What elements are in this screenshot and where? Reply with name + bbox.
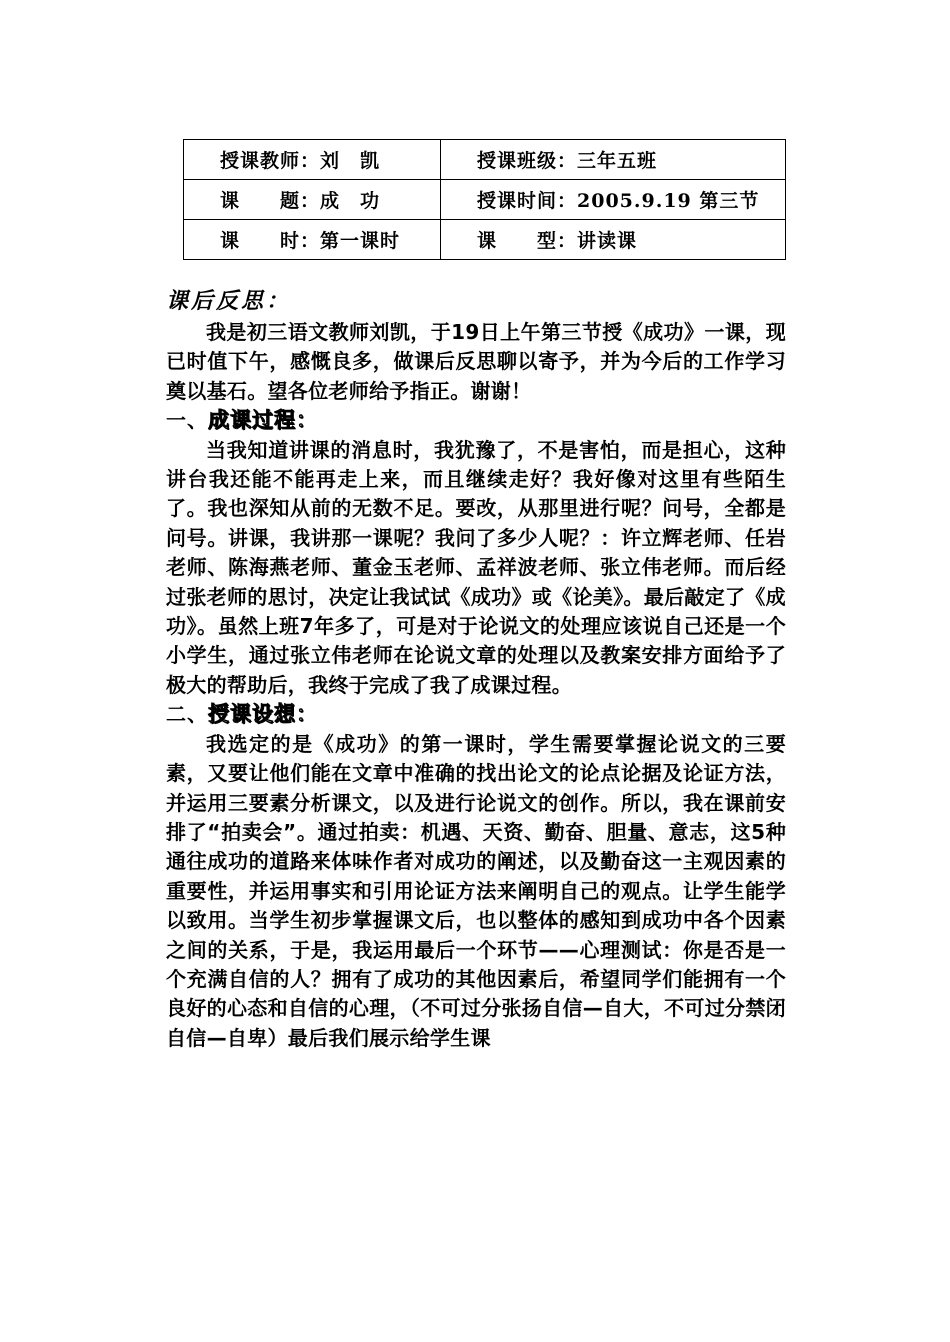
class-cell: 授课班级：三年五班	[441, 140, 786, 180]
time-cell: 授课时间：2005.9.19 第三节	[441, 180, 786, 220]
table-row	[184, 180, 786, 220]
section-paragraph: 当我知道讲课的消息时，我犹豫了，不是害怕，而是担心，这种讲台我还能不能再走上来，而且继续走好？我好像对这里有些陌生了。我也深知从前的无数不足。要改，从那里进行呢？问号，全都是问号。讲课，我讲那一课呢？我问了多少人呢？：许立辉老师、任岩老师、陈海燕老师、董金玉老师、孟祥波老师、张立伟老师。而后经过张老师的思讨，决定让我试试《成功》或《论美》。最后敲定了《成功》。虽然上班7年多了，可是对于论说文的处理应该说自己还是一个小学生，通过张立伟老师在论说文章的处理以及教案安排方面给予了极大的帮助后，我终于完成了我了成课过程。	[166, 437, 786, 697]
section-number: 一、	[166, 408, 208, 433]
topic-cell: 课 题：成 功	[184, 180, 441, 220]
section-title: 授课设想：	[208, 702, 318, 727]
table-row	[184, 220, 786, 260]
teacher-cell: 授课教师：刘 凯	[184, 140, 441, 180]
section-number: 二、	[166, 702, 208, 727]
section-title: 成课过程：	[208, 408, 318, 433]
type-cell: 课 型：讲读课	[441, 220, 786, 260]
section-paragraph: 我选定的是《成功》的第一课时，学生需要掌握论说文的三要素，又要让他们能在文章中准确的找出论文的论点论据及论证方法，并运用三要素分析课文，以及进行论说文的创作。所以，我在课前安排了“拍卖会”。通过拍卖：机遇、天资、勤奋、胆量、意志，这5种通往成功的道路来体味作者对成功的阐述，以及勤奋这一主观因素的重要性，并运用事实和引用论证方法来阐明自己的观点。让学生能学以致用。当学生初步掌握课文后，也以整体的感知到成功中各个因素之间的关系，于是，我运用最后一个环节——心理测试：你是否是一个充满自信的人？拥有了成功的其他因素后，希望同学们能拥有一个良好的心态和自信的心理，（不可过分张扬自信—自大，不可过分禁闭自信—自卑）最后我们展示给学生课	[166, 731, 786, 1050]
section-heading	[166, 700, 786, 729]
period-cell: 课 时：第一课时	[184, 220, 441, 260]
lesson-info-table	[183, 139, 786, 260]
reflection-title: 课后反思：	[166, 289, 292, 314]
table-row	[184, 140, 786, 180]
section-heading	[166, 406, 786, 435]
reflection-content	[166, 318, 786, 1053]
intro-paragraph: 我是初三语文教师刘凯，于19日上午第三节授《成功》一课，现已时值下午，感慨良多，做课后反思聊以寄予，并为今后的工作学习奠以基石。望各位老师给予指正。谢谢！	[166, 320, 786, 403]
